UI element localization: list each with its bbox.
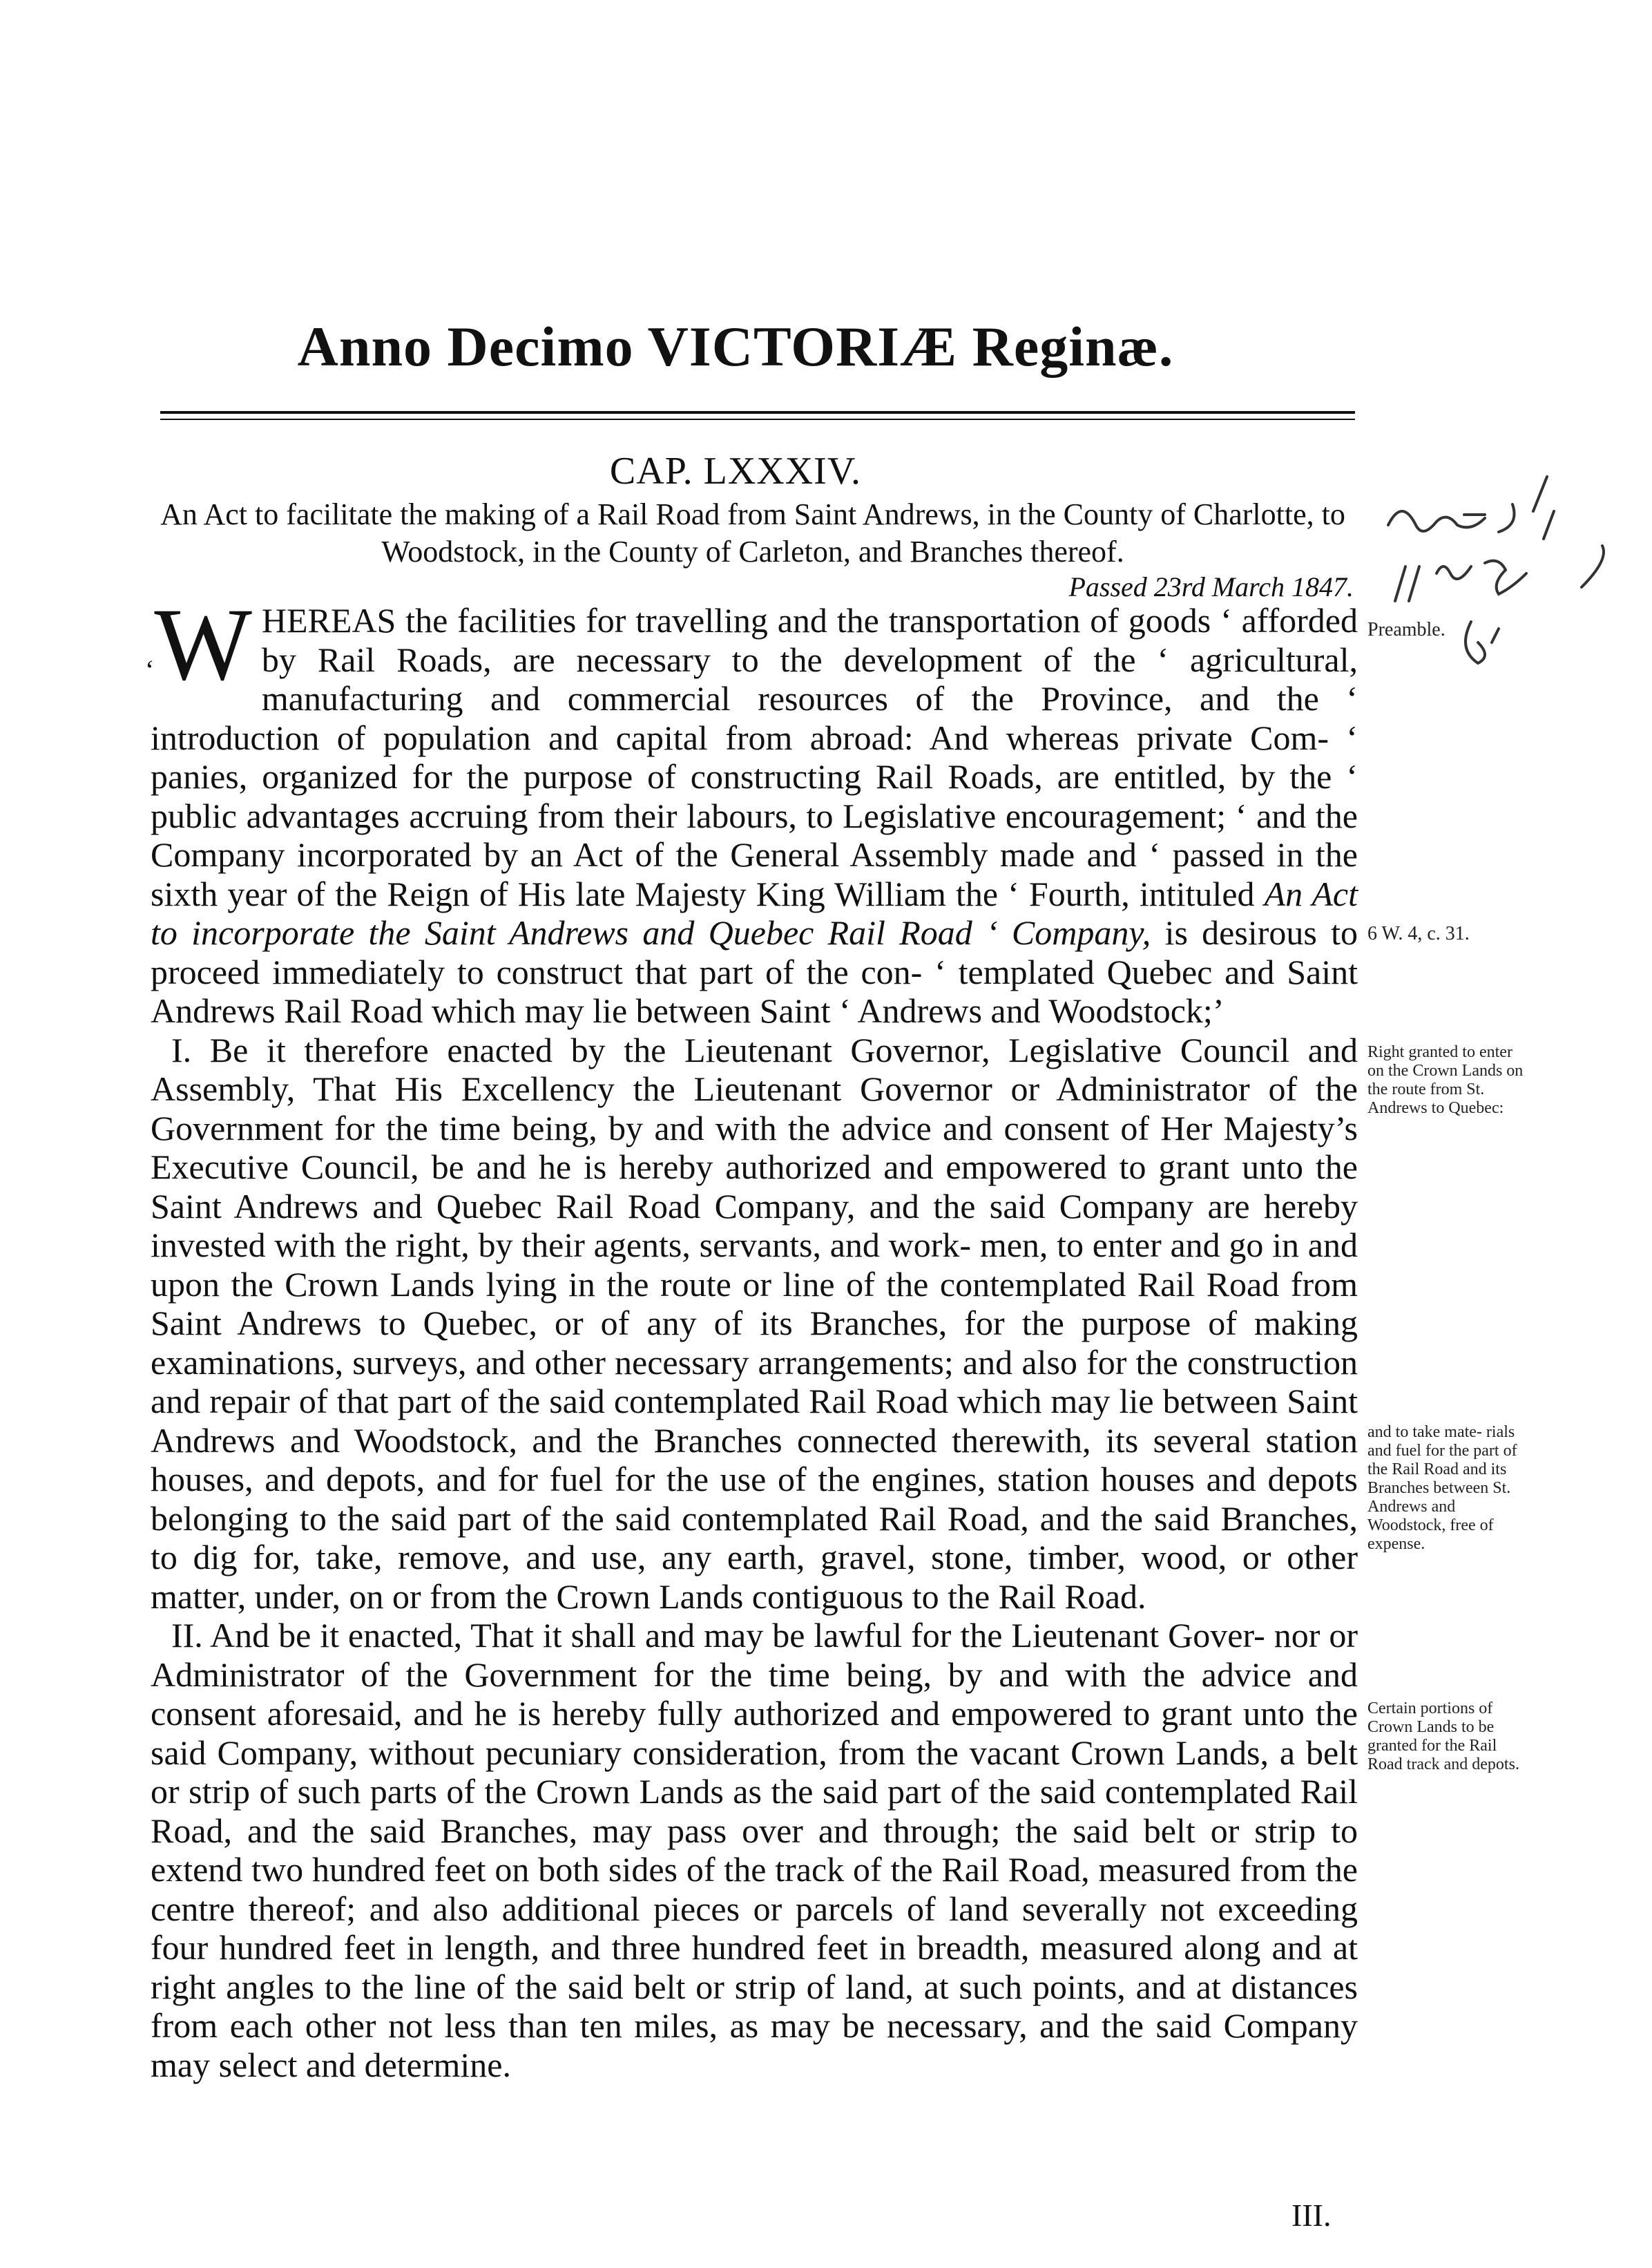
preamble-paragraph xyxy=(145,587,1358,1031)
act-body xyxy=(145,587,1358,2084)
margin-note-materials: and to take mate- rials and fuel for the part of the Rail Road and its Branches between St. Andrews and Woodstock, free of expense. xyxy=(1367,1423,1517,1553)
preamble-text-2: is desirous to proceed immediately to construct that part of the con- ‘ templated Quebec and Saint Andrews Rail Road which may lie between Saint ‘ Andrews and Woodstock;’ xyxy=(151,913,1358,1030)
opening-quote: ‘ xyxy=(145,654,155,685)
chapter-number: CAP. LXXXIV. xyxy=(609,450,862,493)
running-title: Anno Decimo VICTORIÆ Reginæ. xyxy=(297,315,1174,378)
passed-date: Passed 23rd March 1847. xyxy=(1068,571,1354,602)
margin-note-crown-lands: Certain portions of Crown Lands to be granted for the Rail Road track and depots. xyxy=(1367,1699,1519,1773)
section-1: I. Be it therefore enacted by the Lieutenant Governor, Legislative Council and Assembly, That His Excellency the Lieutenant Governor or Administrator of the Government for the time being, by and with the advice and consent of Her Majesty’s Executive Council, be and he is hereby authorized and empowered to grant unto the Saint Andrews and Quebec Rail Road Company, and the said Company are hereby invested with the right, by their agents, servants, and work- men, to enter and go in and upon the Crown Lands lying in the route or line of the contemplated Rail Road from Saint Andrews to Quebec, or of any of its Branches, for the purpose of making examinations, surveys, and other necessary arrangements; and also for the construction and repair of that part of the said contemplated Rail Road which may lie between Saint Andrews and Woodstock, and the Branches connected therewith, its several station houses, and depots, and for fuel for the use of the engines, station houses and depots belonging to the said part of the said contemplated Rail Road, and the said Branches, to dig for, take, remove, and use, any earth, gravel, stone, timber, wood, or other matter, under, on or from the Crown Lands contiguous to the Rail Road. xyxy=(151,1030,1358,1616)
title-rule-thick xyxy=(160,411,1355,414)
margin-note-statute: 6 W. 4, c. 31. xyxy=(1367,923,1470,944)
margin-note-preamble: Preamble. xyxy=(1367,619,1446,640)
act-name: An Act to incorporate the Saint Andrews and Quebec Rail Road ‘ Company, xyxy=(151,874,1358,952)
act-title: An Act to facilitate the making of a Rail Road from Saint Andrews, in the County of Charlotte, to Woodstock, in the County of Carleton, and Branches thereof. xyxy=(160,497,1345,569)
margin-note-right-granted: Right granted to enter on the Crown Lands on the route from St. Andrews to Quebec: xyxy=(1367,1043,1524,1117)
title-rule-thin xyxy=(160,419,1355,420)
catchword: III. xyxy=(1291,2198,1332,2233)
drop-cap xyxy=(145,587,252,708)
preamble-text-1: HEREAS the facilities for travelling and the transportation of goods ‘ afforded by Rail Roads, are necessary to the development of the ‘ agricultural, manufacturing and commercial resources of the Province, and the ‘ introduction of population and capital from abroad: And whereas private Com- ‘ panies, organized for the purpose of constructing Rail Roads, are entitled, by the ‘ public advantages accruing from their labours, to Legislative encouragement; ‘ and the Company incorporated by an Act of the General Assembly made and ‘ passed in the sixth year of the Reign of His late Majesty King William the ‘ Fourth, intituled xyxy=(151,601,1358,913)
initial-letter: W xyxy=(154,587,252,702)
section-2: II. And be it enacted, That it shall and may be lawful for the Lieutenant Gover- nor or Administrator of the Government for the time being, by and with the advice and consent aforesaid, and he is hereby fully authorized and empowered to grant unto the said Company, without pecuniary consideration, from the vacant Crown Lands, a belt or strip of such parts of the Crown Lands as the said part of the said contemplated Rail Road, and the said Branches, may pass over and through; the said belt or strip to extend two hundred feet on both sides of the track of the Rail Road, measured from the centre thereof; and also additional pieces or parcels of land severally not exceeding four hundred feet in length, and three hundred feet in breadth, measured along and at right angles to the line of the said belt or strip of land, at such points, and at distances from each other not less than ten miles, as may be necessary, and the said Company may select and determine. xyxy=(151,1616,1358,2084)
